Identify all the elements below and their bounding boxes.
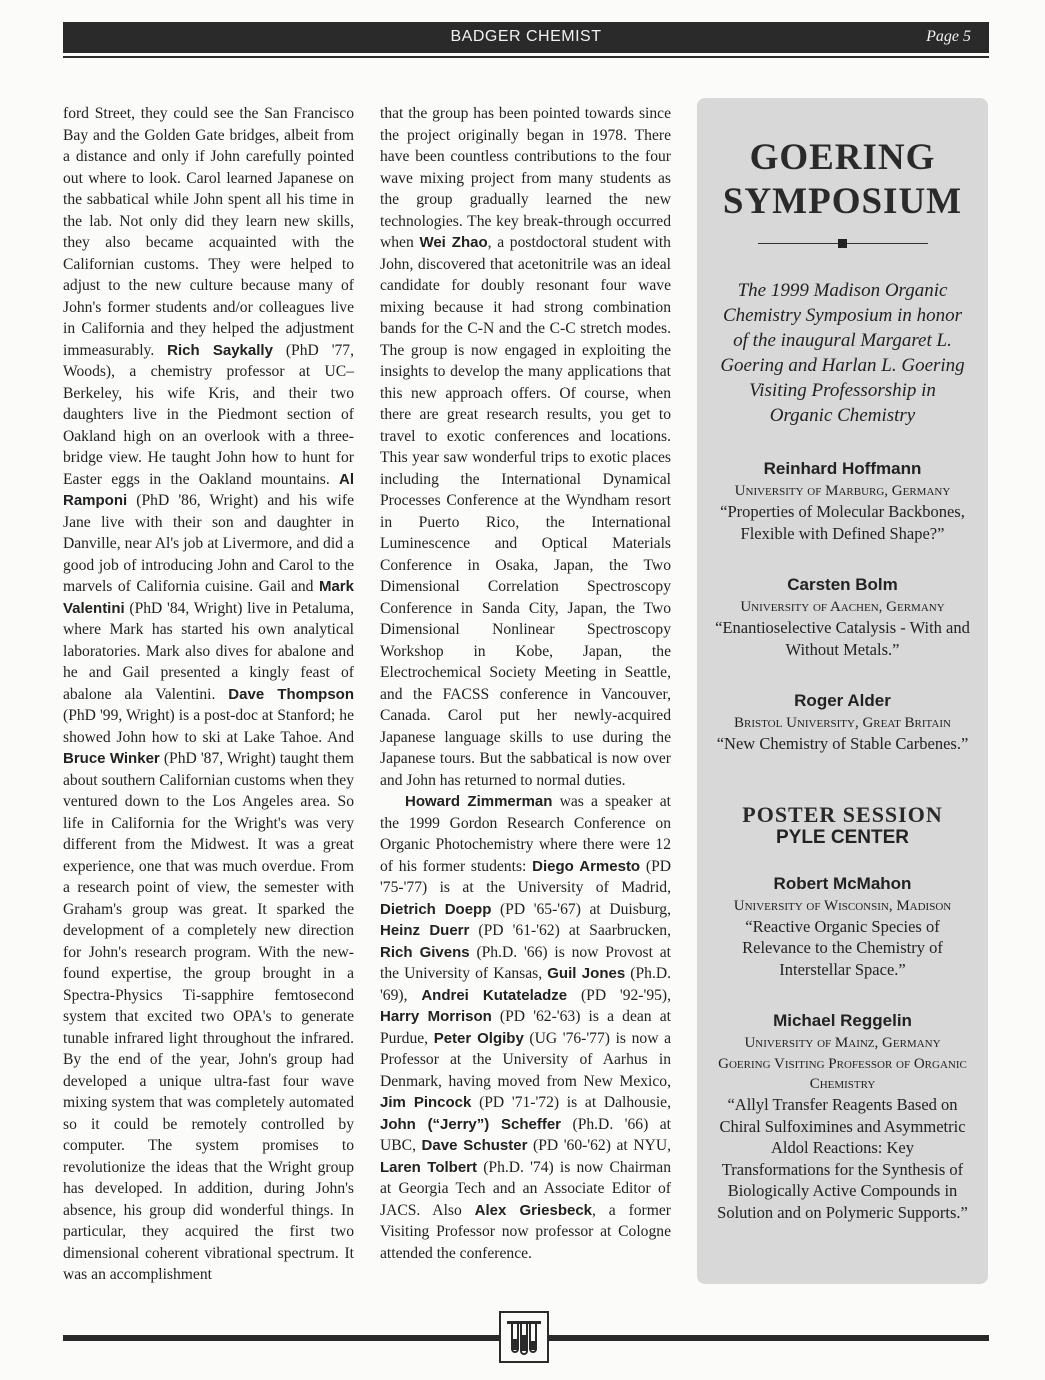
talk-title: “New Chemistry of Stable Carbenes.” [716,734,969,753]
speaker-name: Carsten Bolm [787,575,898,594]
speaker-entry [697,1010,988,1223]
talk-title: “Enantioselective Catalysis - With and Without Metals.” [715,618,970,659]
text-run: (PD '62-'63) is a dean at Purdue, [380,1008,671,1047]
person-name: Dave Schuster [421,1137,528,1154]
symposium-intro: The 1999 Madison Organic Chemistry Symposium in honor of the inaugural Margaret L. Goering and Harlan L. Goering Visiting Professorship in Organic Chemistry [720,280,965,426]
talk-title: “Reactive Organic Species of Relevance to the Chemistry of Interstellar Space.” [742,916,943,979]
divider-square [838,239,847,248]
person-name: Guil Jones [547,965,626,982]
text-run: that the group has been pointed towards since the project originally began in 1978. There have been countless contributions to the four wave mixing project from many students as the group gradually learned the new technologies. The key break-through occurred when [380,105,671,251]
article-paragraph [380,791,671,1264]
sidebar-title-line: GOERING [749,137,936,178]
symposium-sidebar [697,98,988,1284]
speaker-name: Michael Reggelin [773,1011,912,1030]
person-name: Al Ramponi [63,470,354,509]
person-name: Mark Valentini [63,578,354,617]
person-name: Laren Tolbert [380,1158,478,1176]
text-run: , a postdoctoral student with John, discovered that acetonitrile was an ideal candidate for doubly resonant four wave mixing because it had strong combination bands for the C-N and the C-C stretch modes. The group is now engaged in exploiting the insights to develop the many applications that this new approach offers. Of course, when there are great research results, you get to travel to exotic conferences and locations. This year saw wonderful trips to exotic places including the International Dynamical Processes Conference at the Wyndham resort in Puerto Rico, the International Luminescence and Optical Materials Conference in Osaka, Japan, the Two Dimensional Correlation Spectroscopy Conference in Sanda City, Japan, the Two Dimensional Nonlinear Spectroscopy Workshop in Kobe, Japan, the Electrochemical Society Meeting in Seattle, and the FACSS conference in Vancouver, Canada. Carol put her newly-acquired Japanese language skills to use during the Japanese tours. But the sabbatical is now over and John has returned to normal duties. [380,234,671,789]
page-number: Page 5 [926,28,971,45]
text-run: (PD '75-'77) is at the University of Madrid, [380,857,671,896]
talk-title: “Properties of Molecular Backbones, Flexible with Defined Shape?” [720,502,965,543]
person-name: Rich Saykally [167,341,273,359]
person-name: Alex Griesbeck [474,1201,593,1219]
article-paragraph [63,103,354,1286]
newsletter-title: BADGER CHEMIST [450,28,602,45]
talk-title: “Allyl Transfer Reagents Based on Chiral Sulfoximines and Asymmetric Aldol Reactions: Key Transformations for the Synthesis of Biologically Active Compounds in Solution and on Polymeric Supports.” [717,1095,968,1222]
person-name: Harry Morrison [380,1008,492,1025]
text-run: (PD '71-'72) is at Dalhousie, [471,1094,672,1111]
poster-session-location: PYLE CENTER [775,826,910,848]
sidebar-title [697,136,988,224]
person-name: Andrei Kutateladze [421,986,568,1004]
article-column-1 [63,103,354,1286]
person-name: Howard Zimmerman [405,793,553,810]
text-run: (PhD '77, Woods), a chemistry professor at UC–Berkeley, his wife Kris, and their two daughters live in the Piedmont section of Oakland high on an overlook with a three-bridge view. He taught John how to hunt for Easter eggs in the Oakland mountains. [63,341,354,488]
person-name: Heinz Duerr [380,922,470,939]
speaker-entry [697,574,988,660]
text-run: (PD '61-'62) at Saarbrucken, [469,922,672,939]
header-rule [63,56,989,58]
text-run: (PD '65-'67) at Duisburg, [491,900,671,918]
person-name: Jim Pincock [380,1094,472,1111]
speaker-role: Goering Visiting Professor of Organic Chemistry [718,1056,967,1092]
person-name: Rich Givens [380,943,470,961]
speaker-affiliation: University of Marburg, Germany [734,483,951,499]
article-paragraph [380,103,671,791]
ornament-divider [758,236,928,250]
text-run: ford Street, they could see the San Francisco Bay and the Golden Gate bridges, albeit from a distance and only if John carefully pointed out where to look. Carol learned Japanese on the sabbatical while John spent all his time in the lab. Not only did they learn new skills, they also became acquainted with the Californian customs. They were helped to adjust to the new culture because many of John's former students and/or colleagues live in California and they helped the adjustment immeasurably. [63,105,354,359]
test-tubes-icon [499,1311,549,1363]
poster-session-heading [697,803,988,849]
text-run: (Ph.D. '74) is now Chairman at Georgia Tech and an Associate Editor of JACS. Also [380,1158,671,1219]
text-run: (PhD '87, Wright) taught them about southern Californian customs when they ventured down to the Los Angeles area. So life in California for the Wright's was very different from the Midwest. It was a great experience, one that was much overdue. From a research point of view, the semester with Graham's group was great. It sparked the development of a completely new direction for John's research program. With the new-found expertise, the group brought in a Spectra-Physics Ti-sapphire femtosecond system that excited two OPA's to generate tunable infrared light throughout the infrared. By the end of the year, John's group had developed a unique ultra-fast four wave mixing system that was completely automated so it could be remotely controlled by computer. The system promises to revolutionize the ideas that the Wright group has developed. In addition, during John's absence, his group did wonderful things. In particular, they acquired the first two dimensional coherent vibrational spectrum. It was an accomplishment [63,750,354,1283]
text-run: (Ph.D. '66) at UBC, [380,1115,672,1154]
text-run: (PD '92-'95), [567,986,671,1004]
person-name: John (“Jerry”) Scheffer [380,1115,562,1133]
article-column-2 [380,103,671,1264]
speaker-entry [697,873,988,981]
speaker-name: Robert McMahon [773,873,912,893]
speaker-affiliation: University of Mainz, Germany [744,1035,941,1051]
speaker-name: Roger Alder [794,691,891,710]
text-run: (Ph.D. '69), [380,965,672,1004]
person-name: Bruce Winker [63,750,160,767]
text-run: (PhD '84, Wright) live in Petaluma, where Mark has started his own analytical laboratories. Mark also dives for abalone and he and Gail presented a kingly feast of abalone ala Valentini. [63,599,354,703]
speaker-affiliation: University of Aachen, Germany [740,599,945,615]
speaker-entry [697,458,988,544]
text-run: (PhD '86, Wright) and his wife Jane live with their son and daughter in Danville, near Al's job at Livermore, and did a good job of introducing John and Carol to the marvels of California cuisine. Gail and [63,492,354,595]
test-tubes-icon [501,1313,547,1361]
person-name: Dave Thompson [228,685,354,703]
speaker-affiliation: Bristol University, Great Britain [734,715,951,731]
sidebar-title-line: SYMPOSIUM [722,181,963,222]
person-name: Peter Olgiby [433,1029,524,1047]
text-run: (PD '60-'62) at NYU, [527,1137,671,1154]
text-run: (PhD '99, Wright) is a post-doc at Stanford; he showed John how to ski at Lake Tahoe. And [63,707,354,746]
speaker-name: Reinhard Hoffmann [763,459,922,478]
text-run: (Ph.D. '66) is now Provost at the University of Kansas, [380,943,672,982]
text-run: was a speaker at the 1999 Gordon Research Conference on Organic Photochemistry where there were 12 of his former students: [380,793,672,875]
person-name: Diego Armesto [532,857,641,875]
poster-session-title: POSTER SESSION [742,801,943,827]
text-run: (UG '76-'77) is now a Professor at the University of Aarhus in Denmark, having moved from New Mexico, [380,1029,672,1090]
speaker-affiliation: University of Wisconsin, Madison [733,897,952,914]
person-name: Dietrich Doepp [380,900,492,918]
speaker-entry [697,690,988,755]
person-name: Wei Zhao [419,234,488,251]
text-run: , a former Visiting Professor now professor at Cologne attended the conference. [380,1201,671,1262]
header-bar [63,22,989,53]
